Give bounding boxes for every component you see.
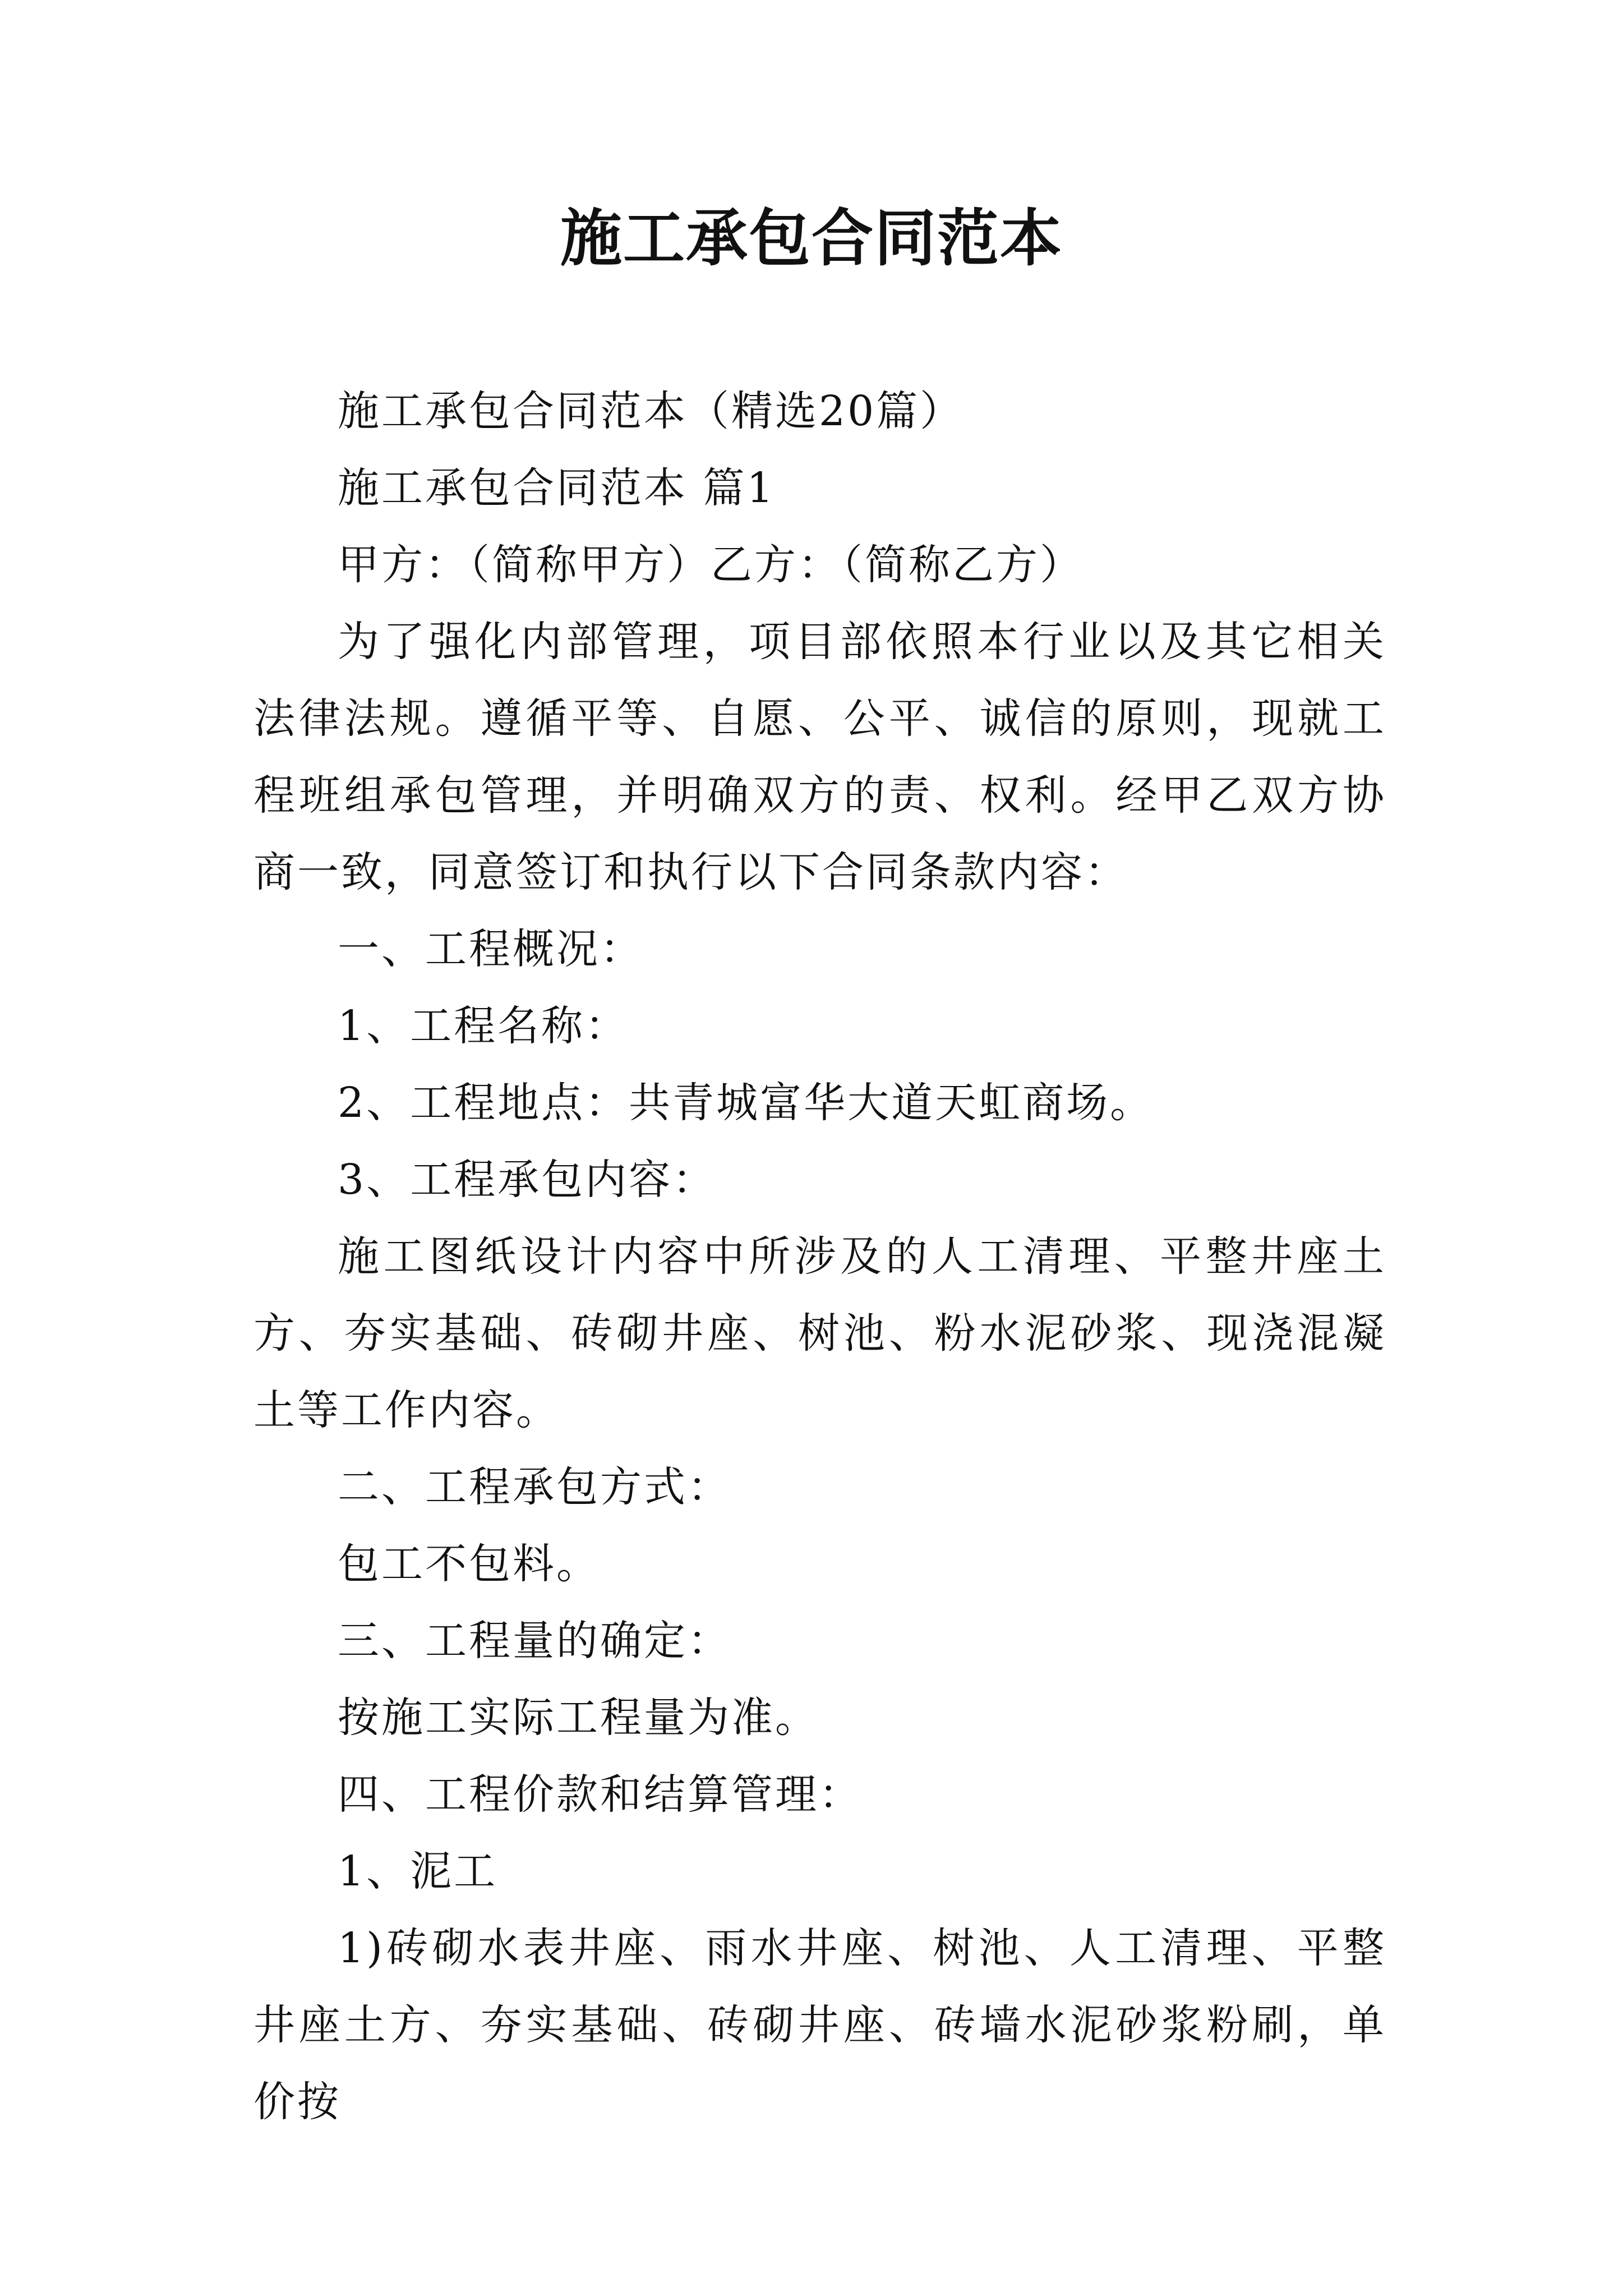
document-title: 施工承包合同范本 <box>560 202 1063 274</box>
paragraph-preamble: 为了强化内部管理，项目部依照本行业以及其它相关法律法规。遵循平等、自愿、公平、诚信的原则，现就工程班组承包管理，并明确双方的责、权利。经甲乙双方协商一致，同意签订和执行以下合同条款内容： <box>253 618 1386 896</box>
document-body <box>253 373 1386 2141</box>
paragraph-method-content: 包工不包料。 <box>338 1540 600 1588</box>
paragraph-parties: 甲方：（简称甲方）乙方：（简称乙方） <box>338 541 1083 589</box>
paragraph-scope-content: 施工图纸设计内容中所涉及的人工清理、平整井座土方、夯实基础、砖砌井座、树池、粉水泥砂浆、现浇混凝土等工作内容。 <box>253 1232 1386 1434</box>
paragraph-subtitle: 施工承包合同范本（精选20篇） <box>338 387 964 435</box>
paragraph-project-name: 1、工程名称： <box>338 1002 629 1050</box>
paragraph-heading-overview: 一、工程概况： <box>338 925 644 973</box>
paragraph-masonry-heading: 1、泥工 <box>338 1847 498 1895</box>
paragraph-project-location: 2、工程地点：共青城富华大道天虹商场。 <box>338 1079 1154 1127</box>
paragraph-quantity-content: 按施工实际工程量为准。 <box>338 1694 819 1742</box>
paragraph-heading-quantity: 三、工程量的确定： <box>338 1617 731 1665</box>
paragraph-scope-heading: 3、工程承包内容： <box>338 1156 717 1204</box>
paragraph-heading-payment: 四、工程价款和结算管理： <box>338 1770 863 1819</box>
paragraph-masonry-item-1: 1)砖砌水表井座、雨水井座、树池、人工清理、平整井座土方、夯实基础、砖砌井座、砖墙水泥砂浆粉刷，单价按 <box>253 1924 1386 2126</box>
paragraph-heading-method: 二、工程承包方式： <box>338 1463 731 1511</box>
paragraph-section-heading: 施工承包合同范本 篇1 <box>338 464 776 512</box>
